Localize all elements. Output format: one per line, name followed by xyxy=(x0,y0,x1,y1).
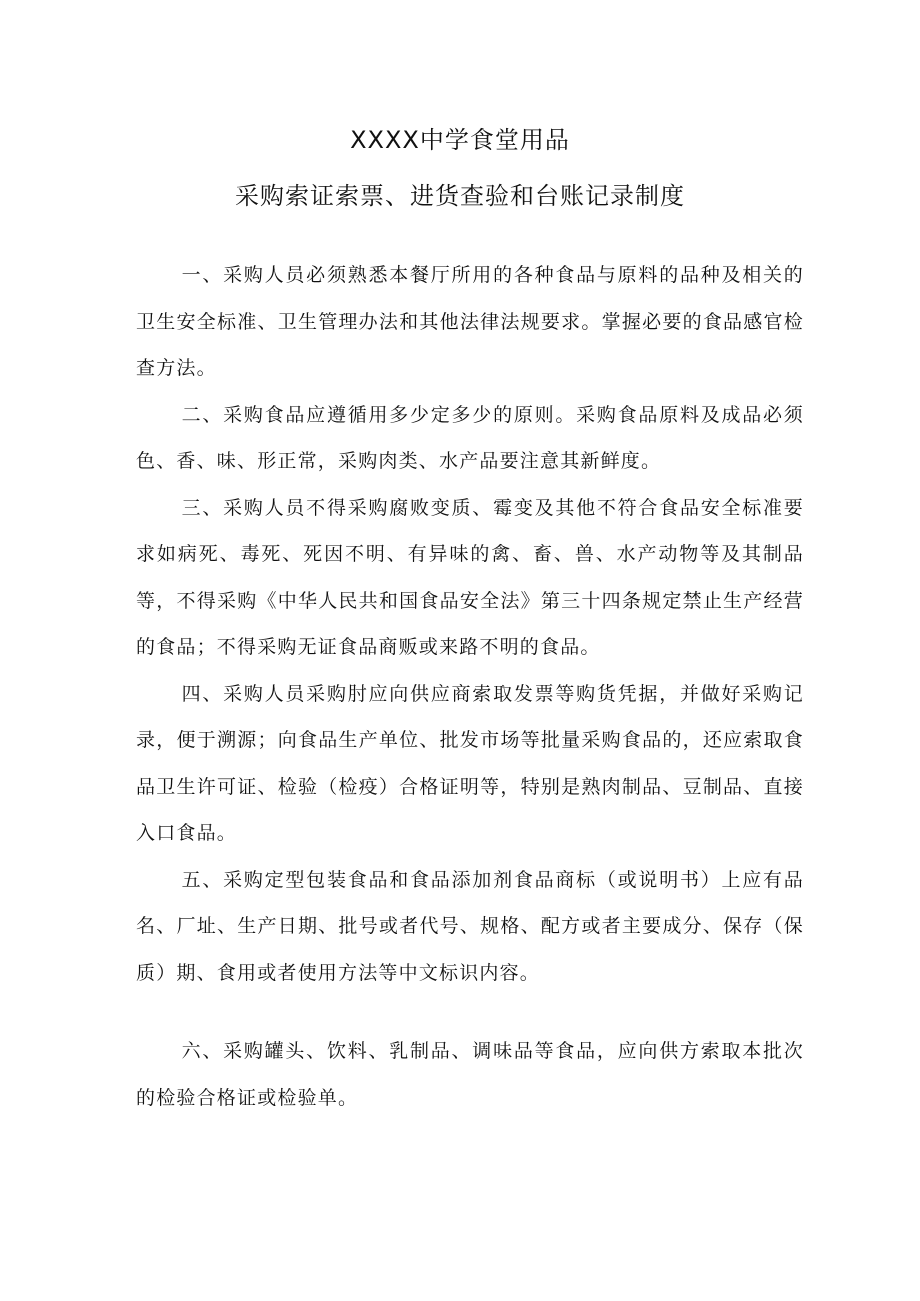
title-line-2: 采购索证索票、进货查验和台账记录制度 xyxy=(235,182,685,210)
paragraph-1: 一、采购人员必须熟悉本餐厅所用的各种食品与原料的品种及相关的卫生安全标准、卫生管理办法和其他法律法规要求。掌握必要的食品感官检查方法。 xyxy=(136,264,804,379)
paragraph-6: 六、采购罐头、饮料、乳制品、调味品等食品，应向供方索取本批次的检验合格证或检验单。 xyxy=(136,1040,804,1109)
paragraph-3: 三、采购人员不得采购腐败变质、霉变及其他不符合食品安全标准要求如病死、毒死、死因不明、有异味的禽、畜、兽、水产动物等及其制品等，不得采购《中华人民共和国食品安全法》第三十四条规定禁止生产经营的食品；不得采购无证食品商贩或来路不明的食品。 xyxy=(136,496,804,658)
paragraph-2: 二、采购食品应遵循用多少定多少的原则。采购食品原料及成品必须色、香、味、形正常，采购肉类、水产品要注意其新鲜度。 xyxy=(136,403,804,472)
title-line-1: XXXX中学食堂用品 xyxy=(350,126,570,154)
document-title xyxy=(0,112,920,224)
paragraph-5: 五、采购定型包装食品和食品添加剂食品商标（或说明书）上应有品名、厂址、生产日期、批号或者代号、规格、配方或者主要成分、保存（保质）期、食用或者使用方法等中文标识内容。 xyxy=(136,868,804,984)
document-body xyxy=(136,252,804,1121)
paragraph-4: 四、采购人员采购肘应向供应商索取发票等购货凭据，并做好采购记录，便于溯源；向食品生产单位、批发市场等批量采购食品的，还应索取食品卫生许可证、检验（检疫）合格证明等，特别是熟肉制品、豆制品、直接入口食品。 xyxy=(136,682,804,844)
